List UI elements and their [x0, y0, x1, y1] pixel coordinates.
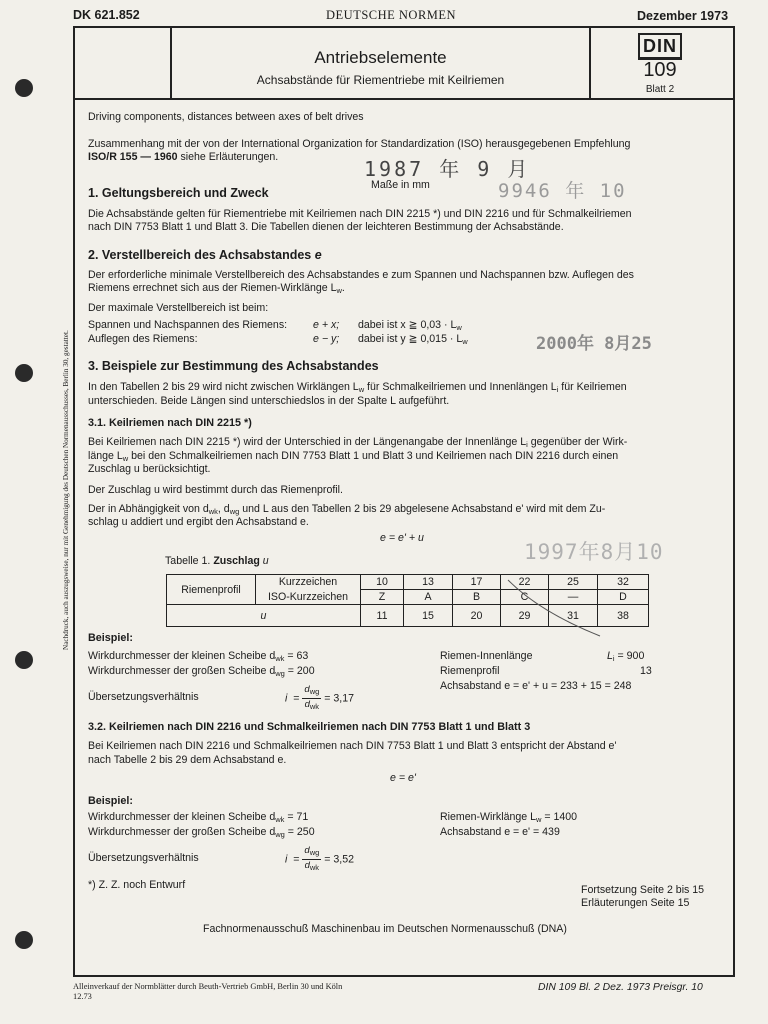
- sales-line: Alleinverkauf der Normblätter durch Beuth-Vertrieb GmbH, Berlin 30 und Köln: [73, 982, 343, 991]
- table-cell: 17: [453, 575, 501, 590]
- text: Wirkdurchmesser der kleinen Scheibe d: [88, 650, 276, 662]
- fraction: [302, 684, 321, 713]
- text: Übersetzungsverhältnis: [88, 691, 199, 703]
- subscript: w: [122, 454, 129, 463]
- table-cell: 22: [501, 575, 549, 590]
- text: Bei Keilriemen nach DIN 2215 *) wird der Unterschied in der Längenangabe der Innenlänge L: [88, 436, 527, 448]
- table-cell: —: [549, 590, 598, 605]
- example-2-line: [88, 811, 308, 827]
- value: = 900: [617, 650, 645, 662]
- table-cell: 20: [453, 605, 501, 627]
- example-2-line: [88, 826, 315, 842]
- table-cell: 15: [404, 605, 453, 627]
- text: Achsabstand e = e' + u = 233 + 15 = 248: [440, 680, 632, 692]
- section-3-1-text: Zuschlag u berücksichtigt.: [88, 463, 211, 475]
- page-reference: DIN 109 Bl. 2 Dez. 1973 Preisgr. 10: [538, 982, 703, 993]
- example-1-label: Beispiel:: [88, 632, 134, 644]
- table-cell: A: [404, 590, 453, 605]
- pencil-mark: [500, 572, 610, 642]
- numerator: d: [304, 684, 310, 695]
- section-3-2-text: nach Tabelle 2 bis 29 dem Achsabstand e.: [88, 754, 287, 766]
- deutsche-normen: DEUTSCHE NORMEN: [326, 8, 457, 22]
- ratio-formula: [285, 684, 354, 713]
- subscript: wg: [229, 507, 240, 516]
- sales-date: 12.73: [73, 992, 92, 1001]
- value: = 3,52: [324, 853, 354, 866]
- equals: =: [293, 692, 300, 705]
- date-stamp: 1997年8月10: [524, 540, 664, 564]
- row-expr: e + x;: [313, 319, 340, 331]
- subscript: i: [612, 654, 615, 663]
- sales-note: [73, 982, 342, 1002]
- text: Wirkdurchmesser der kleinen Scheibe d: [88, 811, 276, 823]
- table-cell: 13: [404, 575, 453, 590]
- caption-title: Zuschlag: [213, 555, 260, 567]
- masse: Maße in mm: [371, 179, 430, 191]
- text: In den Tabellen 2 bis 29 wird nicht zwischen Wirklängen L: [88, 381, 359, 393]
- section-2-text: Der erforderliche minimale Verstellbereich des Achsabstandes e zum Spannen und Nachspannen bzw. Auflegen des: [88, 269, 634, 281]
- issue-date: Dezember 1973: [637, 9, 729, 23]
- iso-line-2: [88, 151, 278, 165]
- row-header: u: [167, 605, 361, 627]
- table-cell: 29: [501, 605, 549, 627]
- value: = 250: [287, 826, 315, 838]
- formula: e = e' + u: [380, 532, 424, 544]
- text: und L aus den Tabellen 2 bis 29 abgelesene Achsabstand e' wird mit dem Zu-: [239, 503, 606, 515]
- table-cell: 10: [361, 575, 404, 590]
- subscript: wk: [275, 815, 285, 824]
- document-title: Antriebselemente: [314, 48, 447, 67]
- subscript: wg: [275, 830, 285, 839]
- subscript: w: [456, 323, 462, 332]
- section-3-heading: 3. Beispiele zur Bestimmung des Achsabstandes: [88, 359, 379, 373]
- iso-ref-text: siehe Erläuterungen.: [177, 151, 279, 163]
- section-2-text: Riemens errechnet sich aus der Riemen-Wirklänge $L_w$.: [88, 282, 345, 295]
- table-cell: D: [598, 590, 649, 605]
- continuation-line: Fortsetzung Seite 2 bis 15: [581, 884, 705, 896]
- text: länge L: [88, 450, 123, 462]
- section-2-heading: [88, 249, 322, 263]
- table-cell: Z: [361, 590, 404, 605]
- punch-hole: [15, 931, 33, 949]
- section-3-1-heading: 3.1. Keilriemen nach DIN 2215 *): [88, 417, 252, 429]
- table-cell: B: [453, 590, 501, 605]
- denominator: d: [304, 699, 310, 710]
- value: = 3,17: [324, 692, 354, 705]
- numerator: d: [304, 845, 310, 856]
- date-stamp: 1987 年 9 月: [364, 157, 531, 181]
- row-label: Spannen und Nachspannen des Riemens:: [88, 319, 288, 331]
- subscript: w: [535, 815, 542, 824]
- header-divider: [589, 26, 591, 100]
- subscript: wg: [309, 687, 320, 696]
- table-cell: 11: [361, 605, 404, 627]
- iso-ref: ISO/R 155 — 1960: [88, 151, 178, 163]
- text: gegenüber der Wirk-: [527, 436, 628, 448]
- punch-hole: [15, 364, 33, 382]
- text: Riemenprofil: [440, 665, 500, 677]
- formula: e = e': [390, 772, 416, 784]
- section-2-line2: Riemens errechnet sich aus der Riemen-Wirklänge L: [88, 282, 337, 294]
- caption-var: u: [262, 555, 269, 567]
- footnote: *) Z. Z. noch Entwurf: [88, 879, 186, 891]
- row-header: ISO-Kurzzeichen: [256, 590, 361, 605]
- denominator: d: [304, 860, 310, 871]
- ratio-formula: [285, 845, 354, 874]
- ratio-var: i: [285, 692, 288, 705]
- ratio-var: i: [285, 853, 288, 866]
- section-1-heading: 1. Geltungsbereich und Zweck: [88, 186, 269, 200]
- blatt: Blatt 2: [645, 84, 675, 95]
- din-number: 109: [643, 59, 677, 81]
- subscript: i: [526, 440, 528, 449]
- row-cond: dabei ist x ≧ 0,03 · L: [358, 319, 457, 331]
- date-stamp: 9946 年 10: [498, 180, 627, 202]
- section-3-2-heading: 3.2. Keilriemen nach DIN 2216 und Schmalkeilriemen nach DIN 7753 Blatt 1 und Blatt 3: [88, 721, 531, 733]
- subscript: w: [336, 286, 342, 295]
- committee: Fachnormenausschuß Maschinenbau im Deutschen Normenausschuß (DNA): [203, 923, 567, 935]
- subscript: wk: [275, 654, 285, 663]
- section-3-text: unterschieden. Beide Längen sind unterschiedslos in der Spalte L aufgeführt.: [88, 395, 450, 407]
- table-cell: 32: [598, 575, 649, 590]
- table-caption: [165, 555, 269, 567]
- value: = 63: [287, 650, 309, 662]
- text: Wirkdurchmesser der großen Scheibe d: [88, 665, 276, 677]
- section-2-text: Der maximale Verstellbereich ist beim:: [88, 302, 269, 314]
- section-3-2-text: Bei Keilriemen nach DIN 2216 und Schmalkeilriemen nach DIN 7753 Blatt 1 und Blatt 3 entspricht der Abstand e': [88, 740, 617, 752]
- din-logo: [638, 33, 682, 60]
- table-cell: 38: [598, 605, 649, 627]
- punch-hole: [15, 651, 33, 669]
- fraction: [302, 845, 321, 874]
- subscript: w: [462, 337, 468, 346]
- value: = 200: [287, 665, 315, 677]
- text: für Keilriemen: [558, 381, 627, 393]
- section-2-title: 2. Verstellbereich des Achsabstandes: [88, 248, 312, 262]
- dk-number: DK 621.852: [73, 8, 140, 22]
- continuation-line: Erläuterungen Seite 15: [581, 896, 690, 909]
- example-1-line: [88, 665, 315, 681]
- value: = 71: [287, 811, 309, 823]
- row-cond: dabei ist y ≧ 0,015 · L: [358, 333, 463, 345]
- english-title: Driving components, distances between axes of belt drives: [88, 111, 364, 123]
- text: bei den Schmalkeilriemen nach DIN 7753 Blatt 1 und Blatt 3 und Keilriemen nach DIN 2216 durch einen: [128, 450, 619, 462]
- side-note: Nachdruck, auch auszugsweise, nur mit Genehmigung des Deutschen Normenausschusses, Berlin 30, gestattet.: [62, 330, 70, 650]
- table-cell: 25: [549, 575, 598, 590]
- example-2-label: Beispiel:: [88, 795, 134, 807]
- row-label: Auflegen des Riemens:: [88, 333, 198, 345]
- text: Riemen-Wirklänge L: [440, 811, 536, 823]
- punch-hole: [15, 79, 33, 97]
- example-1-line: [88, 650, 308, 666]
- continuation: [581, 884, 704, 909]
- section-3-1-text: schlag u addiert und ergibt den Achsabstand e.: [88, 516, 309, 528]
- text: Der in Abhängigkeit von d: [88, 503, 209, 515]
- text: , d: [217, 503, 230, 515]
- section-1-text: Die Achsabstände gelten für Riementriebe mit Keilriemen nach DIN 2215 *) und DIN 2216 und für Schmalkeilriemen: [88, 208, 632, 220]
- row-header: Kurzzeichen: [256, 575, 361, 590]
- subscript: wg: [275, 669, 285, 678]
- example-2-right: [440, 811, 655, 840]
- subscript: wg: [309, 848, 320, 857]
- section-3-1-text: Der Zuschlag u wird bestimmt durch das Riemenprofil.: [88, 484, 343, 496]
- subscript: i: [556, 385, 559, 394]
- table-cell: 31: [549, 605, 598, 627]
- text: für Schmalkeilriemen und Innenlängen L: [364, 381, 557, 393]
- section-2-var: e: [314, 248, 322, 262]
- date-stamp: 2000年 8月25: [536, 334, 652, 354]
- value: = 1400: [544, 811, 578, 823]
- row-expr: e − y;: [313, 333, 340, 345]
- subscript: wk: [309, 702, 320, 711]
- text: Riemen-Innenlänge: [440, 650, 533, 662]
- subscript: wk: [208, 507, 218, 516]
- value: 13: [640, 665, 652, 677]
- text: Achsabstand e = e': [440, 826, 531, 838]
- table-cell: C: [501, 590, 549, 605]
- subscript: w: [358, 385, 365, 394]
- symbol: L: [607, 650, 613, 662]
- din-label: DIN: [638, 33, 682, 60]
- example-2-ratio: [88, 852, 199, 866]
- subscript: wk: [309, 863, 320, 872]
- section-1-text: nach DIN 7753 Blatt 1 und Blatt 3. Die Tabellen dienen der leichteren Bestimmung der Achsabstände.: [88, 221, 564, 233]
- value: = 439: [533, 826, 560, 838]
- row-header: Riemenprofil: [167, 575, 256, 605]
- caption-number: Tabelle 1.: [165, 555, 211, 567]
- document-subtitle: Achsabstände für Riementriebe mit Keilriemen: [256, 73, 505, 87]
- example-1-ratio: [88, 691, 199, 705]
- example-1-right: [440, 650, 655, 694]
- text: Wirkdurchmesser der großen Scheibe d: [88, 826, 276, 838]
- equals: =: [293, 853, 300, 866]
- iso-line-1: Zusammenhang mit der von der International Organization for Standardization (ISO) herausgegebenen Empfehlung: [88, 138, 631, 150]
- text: Übersetzungsverhältnis: [88, 852, 199, 864]
